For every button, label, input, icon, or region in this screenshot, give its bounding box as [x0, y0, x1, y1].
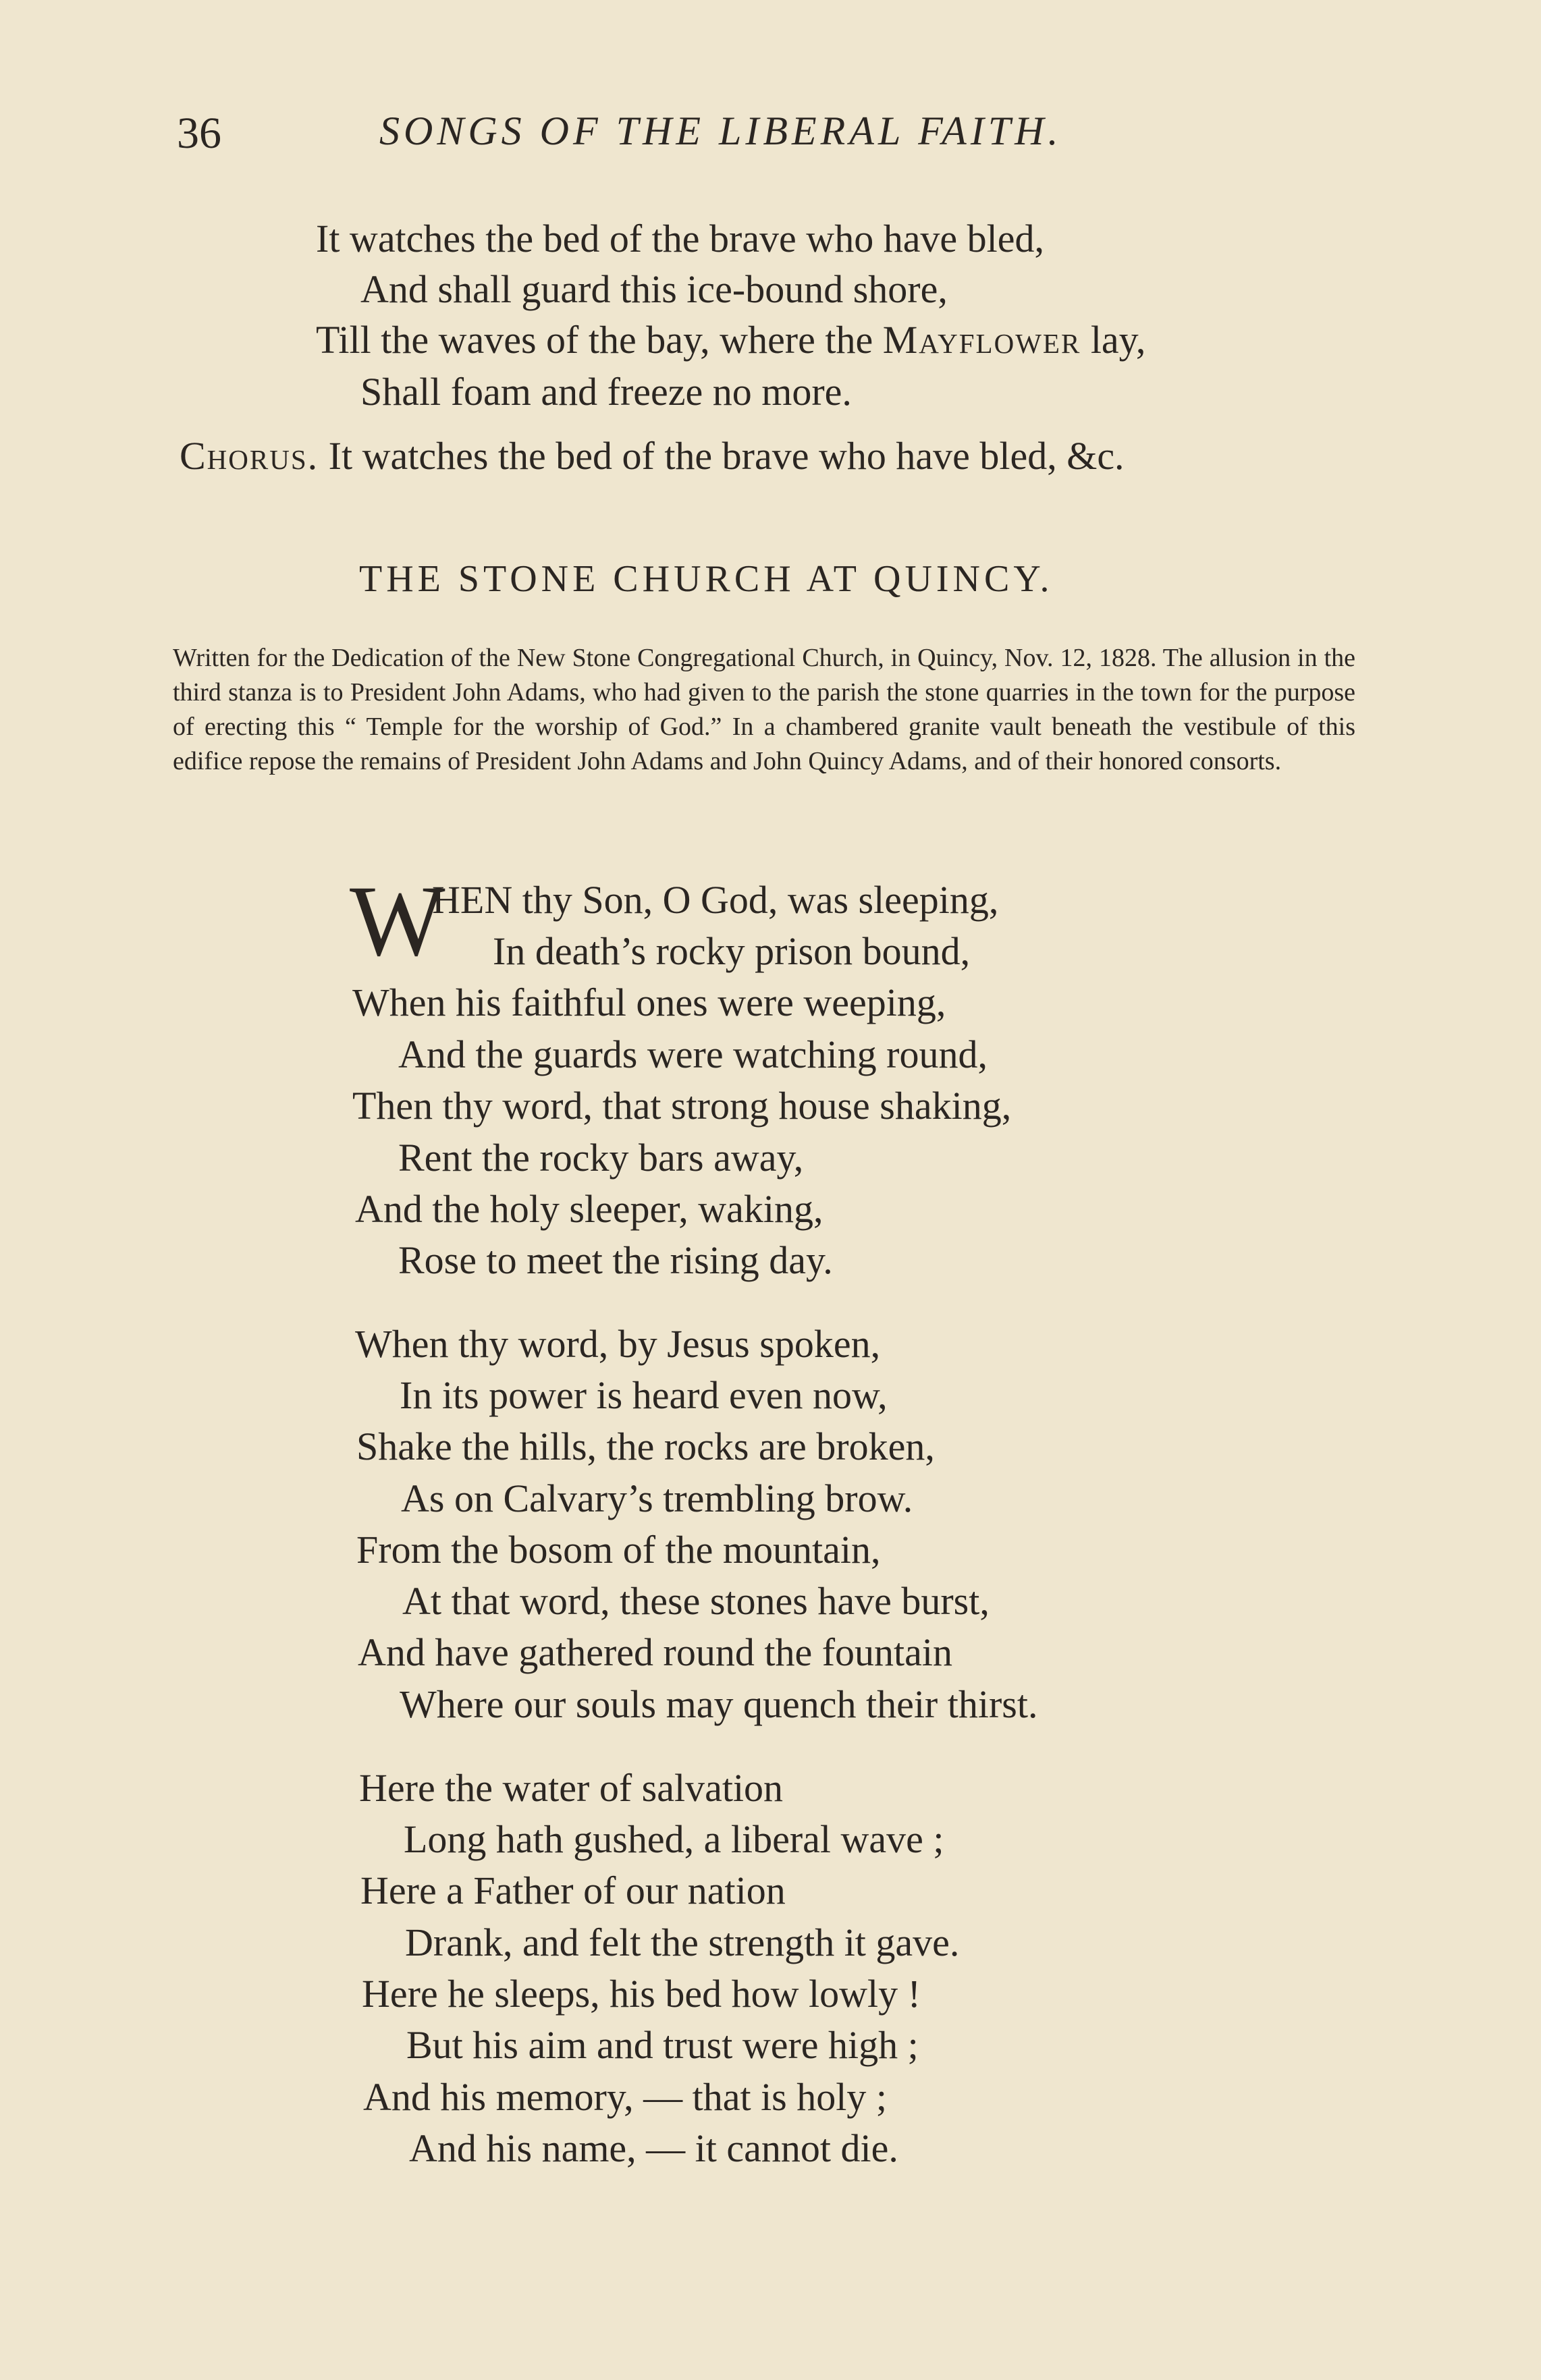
- verse-line: And his memory, — that is holy ;: [363, 2075, 887, 2119]
- verse-line: When thy word, by Jesus spoken,: [355, 1322, 881, 1366]
- verse-line: And have gathered round the fountain: [358, 1630, 952, 1674]
- page-header: [177, 108, 1378, 169]
- hymn-note: Written for the Dedication of the New Stone Congregational Church, in Quincy, Nov. 12, 1828. The allusion in the third stanza is to President John Adams, who had given to the parish the stone quarries in the town for the purpose of erecting this “ Temple for the worship of God.” In a chambered granite vault beneath the vestibule of this edifice repose the remains of President John Adams and John Quincy Adams, and of their honored consorts.: [173, 644, 1355, 775]
- verse-line: And the holy sleeper, waking,: [355, 1187, 823, 1231]
- verse-text: Till the waves of the bay, where the: [316, 318, 873, 362]
- chorus-label: Chorus.: [180, 434, 319, 478]
- verse-line: Where our souls may quench their thirst.: [400, 1682, 1038, 1726]
- verse-line: Shake the hills, the rocks are broken,: [356, 1424, 935, 1468]
- verse-line: When his faithful ones were weeping,: [352, 980, 946, 1024]
- verse-line: In its power is heard even now,: [400, 1373, 888, 1417]
- chorus-text: It watches the bed of the brave who have bled, &c.: [328, 434, 1125, 478]
- hymn-title: THE STONE CHURCH AT QUINCY.: [359, 558, 1054, 600]
- verse-line: From the bosom of the mountain,: [356, 1528, 881, 1572]
- verse-line: Here he sleeps, his bed how lowly !: [362, 1972, 921, 2016]
- verse-text-end: lay,: [1081, 318, 1146, 362]
- drop-cap: W: [350, 865, 445, 977]
- chorus-line: [180, 433, 1125, 478]
- verse-line: And the guards were watching round,: [398, 1032, 988, 1076]
- ship-name: Mayflower: [882, 318, 1081, 362]
- verse-line: [316, 317, 1145, 362]
- verse-line: But his aim and trust were high ;: [406, 2023, 919, 2067]
- page-number: 36: [177, 109, 221, 158]
- verse-line: Long hath gushed, a liberal wave ;: [404, 1817, 944, 1861]
- verse-line: It watches the bed of the brave who have bled,: [316, 217, 1045, 260]
- verse-line: And his name, — it cannot die.: [409, 2126, 898, 2170]
- verse-line: In death’s rocky prison bound,: [493, 929, 971, 973]
- verse-line: Here a Father of our nation: [360, 1869, 786, 1912]
- verse-line: Shall foam and freeze no more.: [360, 370, 852, 414]
- verse-line: Drank, and felt the strength it gave.: [405, 1920, 960, 1964]
- verse-line: And shall guard this ice-bound shore,: [360, 267, 948, 311]
- verse-line: Rent the rocky bars away,: [398, 1136, 804, 1180]
- running-title: SONGS OF THE LIBERAL FAITH.: [379, 109, 1062, 153]
- verse-line: At that word, these stones have burst,: [402, 1579, 990, 1623]
- verse-line: As on Calvary’s trembling brow.: [401, 1476, 913, 1520]
- verse-line: Here the water of salvation: [359, 1766, 784, 1810]
- verse-line: Then thy word, that strong house shaking,: [352, 1084, 1012, 1128]
- verse-line: Rose to meet the rising day.: [398, 1238, 833, 1282]
- verse-line: HEN thy Son, O God, was sleeping,: [432, 878, 999, 922]
